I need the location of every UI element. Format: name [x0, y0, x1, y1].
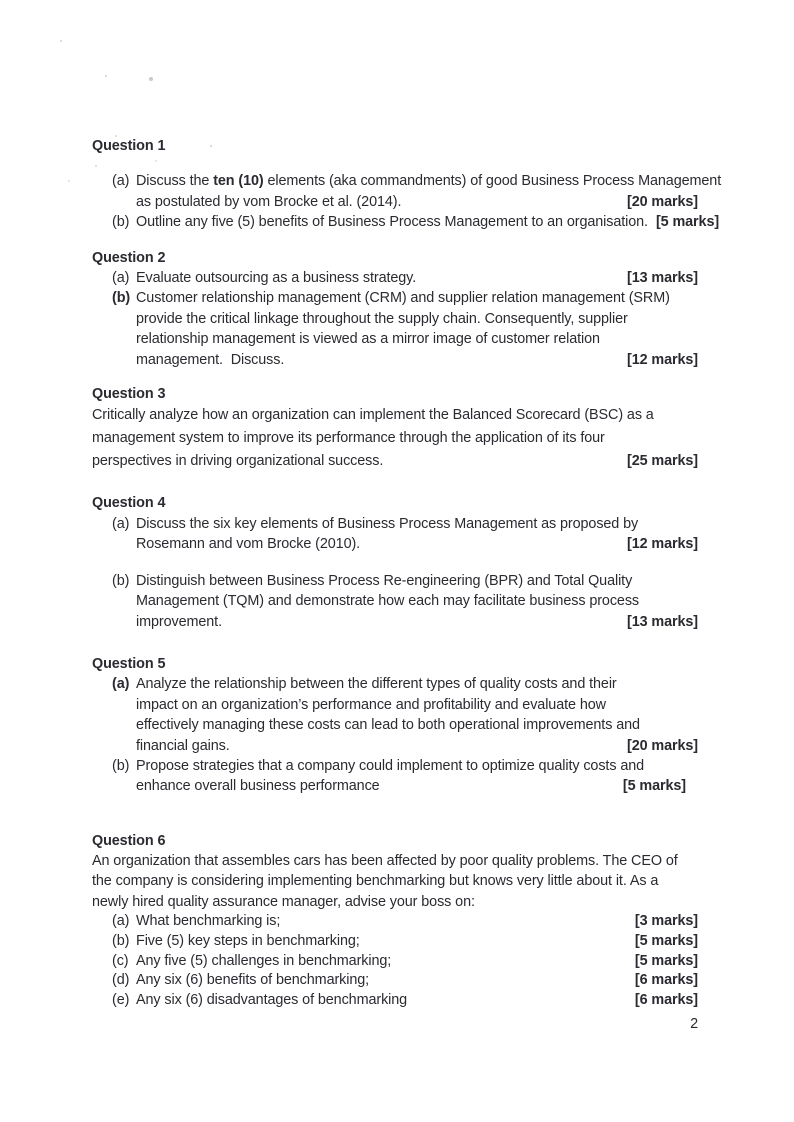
text-line [136, 192, 698, 212]
marks-label: [13 marks] [627, 270, 698, 287]
marks-label: [5 marks] [655, 214, 720, 231]
text-segment-bold: ten (10) [213, 173, 264, 190]
question-block-2 [92, 248, 698, 370]
line-text: relationship management is viewed as a mirror image of customer relation [136, 331, 600, 348]
question-item [92, 912, 698, 932]
question-block-4 [92, 493, 698, 631]
item-lines [136, 212, 720, 232]
text-line [136, 329, 698, 349]
question-item [92, 268, 698, 288]
question-block-5 [92, 654, 698, 797]
item-label: (b) [112, 757, 130, 774]
question-item [92, 971, 698, 991]
line-text: Customer relationship management (CRM) and supplier relation management (SRM) [136, 290, 670, 307]
line-text [136, 171, 721, 191]
line-text: improvement. [136, 613, 222, 630]
question-title: Question 6 [92, 832, 166, 849]
text-line [136, 776, 698, 796]
item-lines [136, 756, 698, 797]
line-text: newly hired quality assurance manager, advise your boss on: [92, 893, 475, 910]
line-text: Discuss the six key elements of Business Process Management as proposed by [136, 515, 639, 532]
line-text: financial gains. [136, 737, 230, 754]
question-item [92, 674, 698, 756]
question-item [92, 171, 722, 212]
item-label: (b) [112, 214, 130, 231]
text-line [136, 350, 698, 370]
line-text: Any six (6) disadvantages of benchmarking [136, 992, 408, 1009]
text-line [136, 212, 720, 232]
line-text: Any six (6) benefits of benchmarking; [136, 972, 370, 989]
marks-label: [6 marks] [634, 972, 698, 989]
line-text: Evaluate outsourcing as a business strategy. [136, 270, 417, 287]
text-line [136, 952, 698, 972]
marks-label: [13 marks] [627, 613, 698, 630]
item-lines [136, 171, 722, 212]
line-text: as postulated by vom Brocke et al. (2014). [136, 193, 402, 210]
question-block-6 [92, 831, 698, 1011]
marks-label: [20 marks] [627, 193, 698, 210]
text-line [92, 871, 698, 891]
item-label: (a) [112, 913, 130, 930]
question-item [92, 514, 698, 555]
question-title: Question 3 [92, 386, 166, 403]
item-lines [136, 268, 698, 288]
item-lines [136, 288, 698, 370]
line-text: Any five (5) challenges in benchmarking; [136, 952, 392, 969]
item-lines [136, 952, 698, 972]
item-label: (a) [112, 515, 130, 532]
marks-label: [3 marks] [634, 913, 698, 930]
question-title: Question 4 [92, 495, 166, 512]
text-line [136, 695, 698, 715]
item-lines [136, 912, 698, 932]
line-text: management. Discuss. [136, 351, 285, 368]
line-text: Outline any five (5) benefits of Business Process Management to an organisation. [136, 214, 648, 231]
line-text: Critically analyze how an organization can implement the Balanced Scorecard (BSC) as a [92, 407, 654, 424]
text-line [136, 971, 698, 991]
question-item [92, 952, 698, 972]
item-lines [136, 674, 698, 756]
question-block-1 [92, 136, 722, 233]
question-title: Question 1 [92, 138, 166, 154]
text-segment: elements (aka commandments) of good Business Process Management [263, 173, 722, 190]
scan-noise-specks [60, 40, 62, 42]
text-line [136, 674, 698, 694]
question-item [92, 571, 698, 632]
item-label: (a) [112, 676, 130, 693]
text-line [136, 932, 698, 952]
line-text: Five (5) key steps in benchmarking; [136, 932, 360, 949]
item-label: (a) [112, 270, 130, 287]
text-line [92, 892, 698, 912]
item-label: (d) [112, 972, 130, 989]
text-line [92, 851, 698, 871]
text-line [136, 268, 698, 288]
line-text: effectively managing these costs can lead to both operational improvements and [136, 717, 640, 734]
question-item [92, 756, 698, 797]
item-label: (b) [112, 572, 130, 589]
question-title: Question 5 [92, 655, 166, 672]
item-lines [136, 932, 698, 952]
text-line [136, 612, 698, 632]
text-line [136, 534, 698, 554]
marks-label: [25 marks] [627, 453, 698, 470]
line-text: management system to improve its performance through the application of its four [92, 430, 605, 447]
line-text: Management (TQM) and demonstrate how each may facilitate business process [136, 593, 640, 610]
exam-page [92, 136, 722, 1033]
question-paragraph [92, 851, 698, 912]
line-text: enhance overall business performance [136, 778, 380, 795]
item-label: (a) [112, 173, 130, 190]
line-text: Rosemann and vom Brocke (2010). [136, 536, 361, 553]
marks-label: [12 marks] [627, 536, 698, 553]
text-line [92, 427, 698, 450]
text-line [136, 514, 698, 534]
question-item [92, 991, 698, 1011]
item-label: (b) [112, 290, 131, 307]
text-line [136, 715, 698, 735]
line-text: perspectives in driving organizational success. [92, 453, 384, 470]
text-line [136, 571, 698, 591]
marks-label: [5 marks] [634, 952, 698, 969]
item-lines [136, 571, 698, 632]
item-label: (b) [112, 932, 130, 949]
text-line [92, 450, 698, 473]
line-text: provide the critical linkage throughout the supply chain. Consequently, supplier [136, 310, 628, 327]
text-line [136, 756, 698, 776]
text-line [136, 171, 722, 191]
question-block-3 [92, 384, 698, 473]
question-paragraph [92, 404, 698, 473]
line-text: Distinguish between Business Process Re-engineering (BPR) and Total Quality [136, 572, 633, 589]
item-lines [136, 971, 698, 991]
item-label: (c) [112, 952, 129, 969]
marks-label: [5 marks] [634, 932, 698, 949]
question-item [92, 288, 698, 370]
text-line [136, 591, 698, 611]
question-item [92, 212, 720, 232]
question-title: Question 2 [92, 249, 166, 266]
line-text: An organization that assembles cars has been affected by poor quality problems. The CEO of [92, 853, 678, 870]
text-line [92, 404, 698, 427]
text-segment: Discuss the [136, 173, 214, 190]
marks-label: [6 marks] [634, 992, 698, 1009]
text-line [136, 736, 698, 756]
marks-label: [12 marks] [627, 351, 698, 368]
text-line [136, 288, 698, 308]
item-lines [136, 514, 698, 555]
question-item [92, 932, 698, 952]
line-text: What benchmarking is; [136, 913, 281, 930]
item-label: (e) [112, 992, 130, 1009]
line-text: the company is considering implementing benchmarking but knows very little about it. As a [92, 873, 659, 890]
item-lines [136, 991, 698, 1011]
text-line [136, 991, 698, 1011]
line-text: Analyze the relationship between the different types of quality costs and their [136, 676, 617, 693]
line-text: Propose strategies that a company could implement to optimize quality costs and [136, 757, 645, 774]
marks-label: [5 marks] [622, 778, 686, 795]
page-number: 2 [690, 1016, 698, 1033]
text-line [136, 309, 698, 329]
line-text: impact on an organization’s performance and profitability and evaluate how [136, 696, 606, 713]
text-line [136, 912, 698, 932]
marks-label: [20 marks] [627, 737, 698, 754]
